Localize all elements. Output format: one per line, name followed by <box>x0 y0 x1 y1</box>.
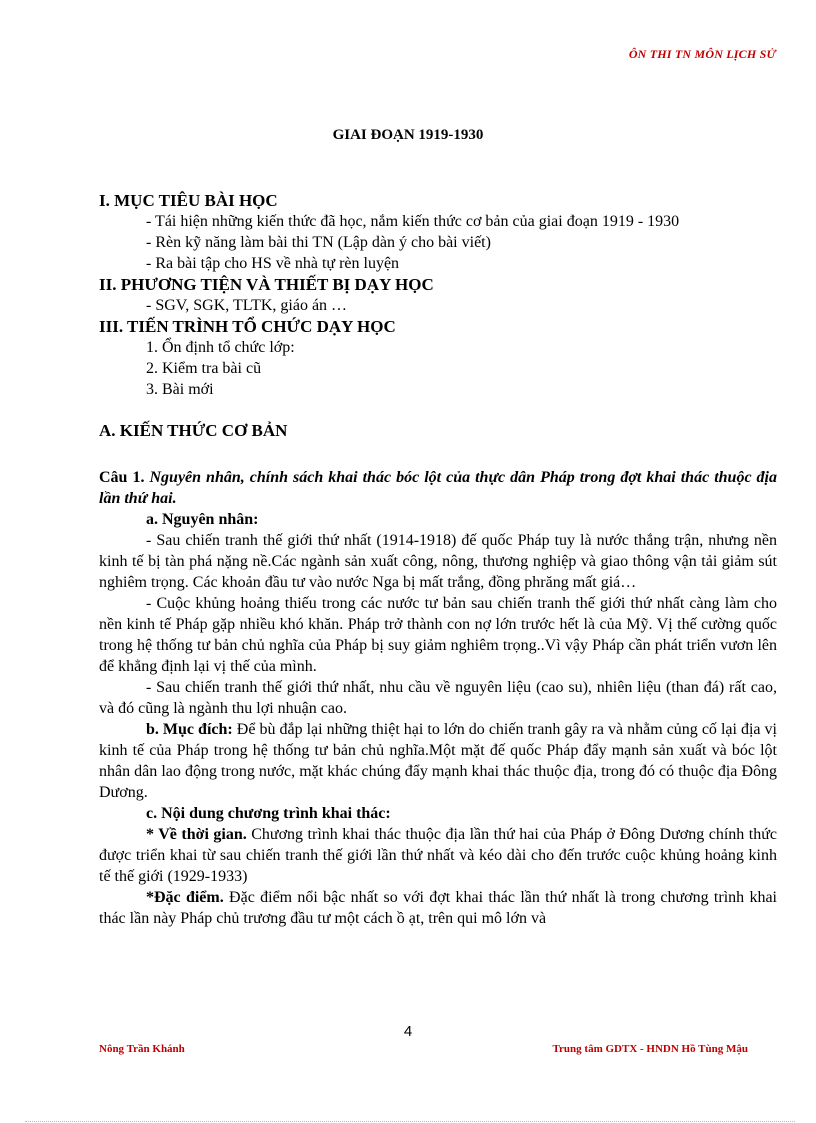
section3-item-3: 3. Bài mới <box>146 381 214 398</box>
subA-heading: a. Nguyên nhân: <box>146 511 259 528</box>
section3-heading: III. TIẾN TRÌNH TỔ CHỨC DẠY HỌC <box>99 317 396 336</box>
section1-item-1: - Tái hiện những kiến thức đã học, nắm kiến thức cơ bản của giai đoạn 1919 - 1930 <box>146 213 680 230</box>
section1-item-2: - Rèn kỹ năng làm bài thi TN (Lập dàn ý cho bài viết) <box>146 234 491 251</box>
question1-label: Câu 1. <box>99 469 145 486</box>
section3-item-1: 1. Ổn định tổ chức lớp: <box>146 339 295 356</box>
subA-paragraph-3: - Sau chiến tranh thế giới thứ nhất, nhu cầu về nguyên liệu (cao su), nhiên liệu (than đá) rất cao, và đó cũng là ngành thu lợi nhuận cao. <box>99 679 777 717</box>
footer-author: Nông Trần Khánh <box>99 1043 185 1055</box>
subC-feature-text: Đặc điểm nổi bậc nhất so với đợt khai thác lần thứ nhất là trong chương trình khai thác lần này Pháp chủ trương đầu tư một cách ồ ạt, trên qui mô lớn và <box>99 889 777 927</box>
subC-heading: c. Nội dung chương trình khai thác: <box>146 805 391 822</box>
subB-text: Để bù đắp lại những thiệt hại to lớn do chiến tranh gây ra và nhằm củng cố lại địa vị kinh tế của Pháp trong hệ thống tư bản chủ nghĩa.Một mặt đế quốc Pháp đẩy mạnh sản xuất và bóc lột nhân dân lao động trong nước, mặt khác chúng đẩy mạnh khai thác thuộc địa, trong đó có thuộc địa Đông Dương. <box>99 721 777 801</box>
question1 <box>99 467 777 509</box>
header-subject: ÔN THI TN MÔN LỊCH SỬ <box>628 47 776 61</box>
partA-heading: A. KIẾN THỨC CƠ BẢN <box>99 421 288 440</box>
footer-center-name: Trung tâm GDTX - HNDN Hồ Tùng Mậu <box>552 1043 748 1055</box>
subB-heading: b. Mục đích: <box>146 721 233 738</box>
section1-item-3: - Ra bài tập cho HS về nhà tự rèn luyện <box>146 255 400 272</box>
section1-heading: I. MỤC TIÊU BÀI HỌC <box>99 191 278 210</box>
section2-item-1: - SGV, SGK, TLTK, giáo án … <box>146 297 348 314</box>
subC-time-paragraph <box>99 824 777 887</box>
page-number: 4 <box>403 1023 413 1040</box>
section3-item-2: 2. Kiểm tra bài cũ <box>146 360 262 377</box>
document-body <box>99 190 777 929</box>
subC-feature-label: *Đặc điểm. <box>146 889 224 906</box>
subC-feature-paragraph <box>99 887 777 929</box>
subB-paragraph <box>99 719 777 803</box>
subA-paragraph-1: - Sau chiến tranh thế giới thứ nhất (1914-1918) đế quốc Pháp tuy là nước thắng trận, nhưng nền kinh tế bị tàn phá nặng nề.Các ngành sản xuất công, nông, thương nghiệp và giao thông vận tải giảm sút nghiêm trọng. Các khoản đầu tư vào nước Nga bị mất trắng, đồng phrăng mất giá… <box>99 532 777 591</box>
subC-time-label: * Về thời gian. <box>146 826 247 843</box>
page-bottom-divider <box>25 1121 795 1122</box>
page-title: GIAI ĐOẠN 1919-1930 <box>332 127 484 143</box>
subC-time-text: Chương trình khai thác thuộc địa lần thứ hai của Pháp ở Đông Dương chính thức được triển khai từ sau chiến tranh thế giới lần thứ nhất và kéo dài cho đến trước cuộc khủng hoảng kinh tế thế giới (1929-1933) <box>99 826 777 885</box>
subA-paragraph-2: - Cuộc khủng hoảng thiếu trong các nước tư bản sau chiến tranh thế giới thứ nhất càng làm cho nền kinh tế Pháp gặp nhiều khó khăn. Pháp trở thành con nợ lớn trước hết là của Mỹ. Vị thế cường quốc trong hệ thống tư bản chủ nghĩa của Pháp bị suy giảm nghiêm trọng..Vì vậy Pháp cần phát triển vươn lên để khẳng định lại vị thế của mình. <box>99 595 777 675</box>
section2-heading: II. PHƯƠNG TIỆN VÀ THIẾT BỊ DẠY HỌC <box>99 275 434 294</box>
question1-title: Nguyên nhân, chính sách khai thác bóc lột của thực dân Pháp trong đợt khai thác thuộc địa lần thứ hai. <box>99 469 778 507</box>
